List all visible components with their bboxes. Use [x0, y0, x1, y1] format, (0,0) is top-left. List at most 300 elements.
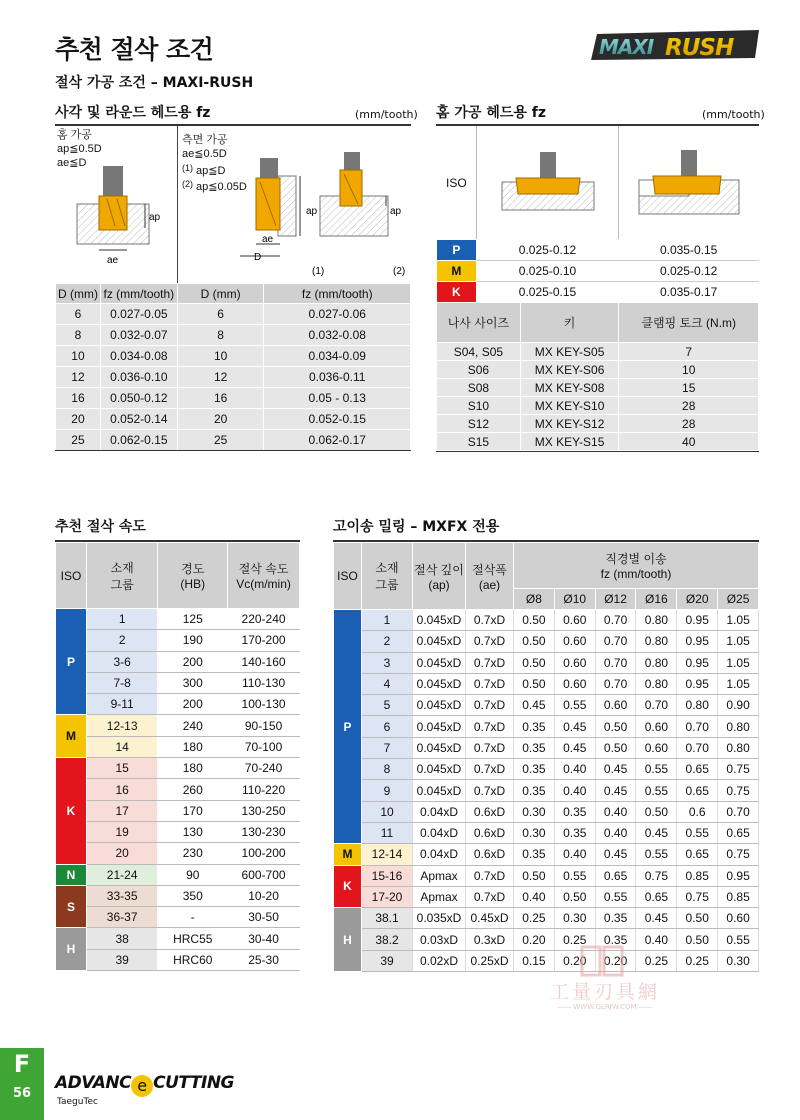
maxirush-logo	[589, 26, 764, 66]
col-header: 키	[520, 303, 619, 343]
table-cell: 0.45	[595, 844, 636, 865]
table-cell: 0.40	[554, 780, 595, 801]
table-cell: 6	[362, 716, 413, 737]
table-cell: 0.35	[595, 929, 636, 950]
table-cell: 7	[619, 343, 759, 361]
svg-text:(2): (2)	[393, 266, 406, 277]
table-cell: 0.55	[677, 822, 718, 843]
table-cell: 0.70	[718, 801, 759, 822]
table-cell: 30-40	[228, 928, 300, 949]
table-cell: 0.50	[595, 737, 636, 758]
table-cell: 240	[158, 715, 228, 736]
table-cell: 90	[158, 864, 228, 885]
groove-milling-diagram: 홈 가공 ap≦0.5D ae≦D ap ae	[57, 129, 161, 266]
table-row	[437, 343, 759, 361]
table-cell: 0.045xD	[413, 695, 466, 716]
table-cell: 16	[86, 779, 158, 800]
table-cell: 0.7xD	[466, 673, 514, 694]
svg-text:RUSH: RUSH	[665, 35, 734, 61]
table-cell: 0.90	[718, 695, 759, 716]
table-row	[56, 907, 300, 928]
brand-e-icon: e	[131, 1075, 153, 1097]
table-cell: 30-50	[228, 907, 300, 928]
table-cell: 0.30	[554, 908, 595, 929]
table-cell: 0.034-0.08	[100, 346, 177, 367]
iso-badge: P	[56, 609, 87, 715]
table-row	[334, 716, 759, 737]
table-cell: 0.027-0.06	[264, 304, 411, 325]
table-cell: 70-100	[228, 736, 300, 757]
table-row	[334, 801, 759, 822]
table-cell: 170-200	[228, 630, 300, 651]
col-header: 소재 그룹	[86, 543, 158, 609]
table-cell: 180	[158, 758, 228, 779]
table-cell: 14	[86, 736, 158, 757]
table-cell: 11	[362, 822, 413, 843]
table-cell: 0.40	[595, 801, 636, 822]
table-cell: 3-6	[86, 651, 158, 672]
table-row	[56, 630, 300, 651]
table-cell: 9-11	[86, 694, 158, 715]
diameter-header: Ø25	[718, 589, 759, 610]
table-row	[56, 651, 300, 672]
table-row	[334, 759, 759, 780]
table-cell: 230	[158, 843, 228, 864]
table-cell: 0.75	[677, 886, 718, 907]
groove-unit: (mm/tooth)	[702, 108, 765, 121]
table-cell: 0.80	[718, 737, 759, 758]
clamping-torque-table	[436, 302, 759, 451]
table-row	[56, 672, 300, 693]
table-cell: 21-24	[86, 864, 158, 885]
table-cell: S04, S05	[437, 343, 521, 361]
table-cell: 0.035-0.15	[619, 240, 759, 261]
table-cell: 0.15	[514, 950, 555, 971]
table-cell: 38.2	[362, 929, 413, 950]
col-header: 절삭 깊이 (ap)	[413, 543, 466, 610]
iso-badge: M	[437, 261, 477, 282]
table-cell: 0.70	[595, 652, 636, 673]
table-cell: 0.02xD	[413, 950, 466, 971]
table-cell: 70-240	[228, 758, 300, 779]
groove-diagram-a	[476, 127, 619, 240]
table-cell: 8	[56, 325, 101, 346]
table-cell: 0.25	[636, 950, 677, 971]
svg-text:MAXI: MAXI	[599, 35, 654, 59]
table-cell: 0.045xD	[413, 652, 466, 673]
table-cell: 0.035-0.17	[619, 282, 759, 303]
table-cell: 0.034-0.09	[264, 346, 411, 367]
square-round-fz-table	[55, 283, 411, 451]
table-cell: 10-20	[228, 885, 300, 906]
table-row	[56, 430, 411, 451]
table-cell: 0.50	[636, 801, 677, 822]
table-cell: 20	[177, 409, 264, 430]
table-row	[437, 433, 759, 451]
table-cell: 0.50	[514, 610, 555, 631]
table-cell: 0.062-0.17	[264, 430, 411, 451]
table-row	[56, 346, 411, 367]
table-cell: 17	[86, 800, 158, 821]
page-tab	[0, 1048, 44, 1120]
table-row	[56, 388, 411, 409]
svg-text:ap: ap	[390, 206, 402, 217]
page-subtitle: 절삭 가공 조건 – MAXI-RUSH	[55, 75, 254, 91]
table-cell: 12	[56, 367, 101, 388]
table-cell: 15-16	[362, 865, 413, 886]
table-cell: 20	[56, 409, 101, 430]
table-cell: HRC55	[158, 928, 228, 949]
hfm-title: 고이송 밀링 – MXFX 전용	[333, 519, 500, 535]
table-cell: 0.60	[636, 737, 677, 758]
iso-badge: M	[56, 715, 87, 758]
table-cell: 125	[158, 609, 228, 630]
table-cell: 0.052-0.14	[100, 409, 177, 430]
table-row	[56, 736, 300, 757]
diameter-header: Ø16	[636, 589, 677, 610]
table-bottom-rule	[436, 451, 759, 452]
table-cell: 39	[362, 950, 413, 971]
table-cell: 0.55	[636, 759, 677, 780]
table-cell: 0.35	[514, 737, 555, 758]
iso-badge: H	[56, 928, 87, 971]
table-row	[334, 673, 759, 694]
table-cell: 33-35	[86, 885, 158, 906]
table-cell: 0.95	[677, 631, 718, 652]
col-header: 절삭 속도 Vc(m/min)	[228, 543, 300, 609]
table-cell: 28	[619, 415, 759, 433]
table-cell: 36-37	[86, 907, 158, 928]
table-cell: 0.045xD	[413, 737, 466, 758]
table-cell: 0.60	[554, 652, 595, 673]
table-cell: MX KEY-S06	[520, 361, 619, 379]
table-row	[56, 949, 300, 970]
table-cell: 0.95	[677, 652, 718, 673]
table-cell: 0.025-0.10	[476, 261, 619, 282]
svg-text:ae: ae	[107, 255, 119, 266]
table-cell: 16	[56, 388, 101, 409]
table-cell: 0.80	[677, 695, 718, 716]
table-cell: 0.35	[595, 908, 636, 929]
table-cell: 0.050-0.12	[100, 388, 177, 409]
col-header: D (mm)	[56, 284, 101, 304]
table-cell: 0.80	[718, 716, 759, 737]
table-row	[437, 261, 759, 282]
table-cell: 0.025-0.15	[476, 282, 619, 303]
table-cell: 38	[86, 928, 158, 949]
table-row	[437, 379, 759, 397]
table-cell: 0.7xD	[466, 652, 514, 673]
table-cell: 180	[158, 736, 228, 757]
table-cell: 1.05	[718, 652, 759, 673]
table-cell: 25	[177, 430, 264, 451]
page-number: 56	[12, 1086, 32, 1101]
table-cell: 0.75	[718, 780, 759, 801]
table-cell: 0.70	[595, 631, 636, 652]
table-row	[334, 886, 759, 907]
table-row	[56, 821, 300, 842]
table-cell: S08	[437, 379, 521, 397]
table-cell: S10	[437, 397, 521, 415]
groove-fz-table	[436, 126, 759, 303]
table-row	[334, 780, 759, 801]
iso-badge: P	[437, 240, 477, 261]
table-cell: 110-220	[228, 779, 300, 800]
table-cell: 0.30	[514, 822, 555, 843]
table-row	[437, 361, 759, 379]
table-cell: 0.75	[718, 759, 759, 780]
table-row	[56, 758, 300, 779]
table-cell: 0.35	[554, 822, 595, 843]
table-row	[334, 631, 759, 652]
table-cell: 0.25	[677, 950, 718, 971]
table-cell: 0.032-0.08	[264, 325, 411, 346]
table-cell: 12-14	[362, 844, 413, 865]
table-cell: 0.40	[514, 886, 555, 907]
table-cell: 0.60	[554, 631, 595, 652]
brand-logo: ADVANC e CUTTING TaeguTec	[55, 1073, 235, 1107]
table-cell: 7-8	[86, 672, 158, 693]
table-cell: 0.55	[554, 865, 595, 886]
table-cell: 0.80	[636, 631, 677, 652]
table-row	[56, 325, 411, 346]
diagram-divider	[177, 126, 178, 283]
iso-badge: P	[334, 610, 362, 844]
table-cell: 600-700	[228, 864, 300, 885]
square-round-unit: (mm/tooth)	[355, 108, 418, 121]
table-cell: 0.7xD	[466, 716, 514, 737]
table-cell: 0.95	[677, 610, 718, 631]
table-row	[437, 397, 759, 415]
table-cell: 0.45	[554, 737, 595, 758]
table-row	[334, 844, 759, 865]
table-cell: 0.55	[554, 695, 595, 716]
table-cell: 0.50	[677, 929, 718, 950]
table-cell: 0.65	[595, 865, 636, 886]
svg-text:ap: ap	[149, 212, 161, 223]
table-row	[56, 694, 300, 715]
groove-title: 홈 가공 헤드용 fz	[436, 105, 547, 121]
table-cell: 200	[158, 694, 228, 715]
table-cell: 0.40	[595, 822, 636, 843]
col-header: D (mm)	[177, 284, 264, 304]
table-cell: 40	[619, 433, 759, 451]
table-cell: 0.35	[514, 716, 555, 737]
table-cell: 0.6xD	[466, 822, 514, 843]
table-cell: 0.70	[677, 716, 718, 737]
table-cell: S12	[437, 415, 521, 433]
iso-badge: S	[56, 885, 87, 928]
table-cell: 0.045xD	[413, 631, 466, 652]
table-cell: 0.025-0.12	[619, 261, 759, 282]
table-cell: 0.036-0.10	[100, 367, 177, 388]
table-cell: 100-200	[228, 843, 300, 864]
table-cell: 8	[177, 325, 264, 346]
table-cell: 12	[177, 367, 264, 388]
table-cell: 1.05	[718, 631, 759, 652]
table-cell: 0.7xD	[466, 886, 514, 907]
table-cell: 0.85	[677, 865, 718, 886]
table-cell: 16	[177, 388, 264, 409]
table-cell: 1	[362, 610, 413, 631]
table-cell: MX KEY-S12	[520, 415, 619, 433]
table-cell: 0.30	[514, 801, 555, 822]
table-cell: 0.55	[718, 929, 759, 950]
table-cell: 1.05	[718, 610, 759, 631]
table-cell: 15	[619, 379, 759, 397]
table-cell: 0.55	[636, 780, 677, 801]
table-cell: 0.60	[718, 908, 759, 929]
iso-badge: K	[334, 865, 362, 908]
table-cell: 0.40	[554, 759, 595, 780]
table-row	[334, 822, 759, 843]
table-cell: 0.55	[595, 886, 636, 907]
table-cell: 25-30	[228, 949, 300, 970]
table-cell: 0.30	[718, 950, 759, 971]
table-cell: 0.95	[677, 673, 718, 694]
table-cell: 2	[362, 631, 413, 652]
iso-badge: H	[334, 908, 362, 972]
table-cell: 130	[158, 821, 228, 842]
table-cell: 6	[56, 304, 101, 325]
table-cell: 0.027-0.05	[100, 304, 177, 325]
diameter-header: Ø10	[554, 589, 595, 610]
table-cell: 0.60	[554, 673, 595, 694]
high-feed-milling-table	[333, 542, 759, 972]
table-cell: 1.05	[718, 673, 759, 694]
table-cell: 0.45	[514, 695, 555, 716]
table-cell: 0.95	[718, 865, 759, 886]
table-cell: 0.50	[514, 865, 555, 886]
table-row	[56, 779, 300, 800]
table-cell: 12-13	[86, 715, 158, 736]
table-row	[56, 409, 411, 430]
table-cell: 0.65	[677, 759, 718, 780]
table-cell: 0.7xD	[466, 865, 514, 886]
table-cell: Apmax	[413, 865, 466, 886]
table-cell: 110-130	[228, 672, 300, 693]
table-cell: 0.6xD	[466, 844, 514, 865]
table-cell: 10	[56, 346, 101, 367]
table-cell: 0.70	[595, 610, 636, 631]
table-row	[56, 715, 300, 736]
table-row	[56, 367, 411, 388]
table-cell: 0.05 - 0.13	[264, 388, 411, 409]
side-milling-diagram: 측면 가공 ae≦0.5D (1) ap≦D (2) ap≦0.05D ap ae D (1) ap (2)	[182, 134, 406, 277]
table-cell: 0.80	[636, 673, 677, 694]
table-cell: 0.045xD	[413, 610, 466, 631]
table-cell: 200	[158, 651, 228, 672]
table-cell: 20	[86, 843, 158, 864]
table-cell: 8	[362, 759, 413, 780]
table-cell: 0.032-0.07	[100, 325, 177, 346]
table-row	[334, 695, 759, 716]
table-row	[56, 609, 300, 630]
col-header: 경도 (HB)	[158, 543, 228, 609]
col-header: fz (mm/tooth)	[264, 284, 411, 304]
groove-diagram-b	[619, 127, 759, 240]
table-cell: Apmax	[413, 886, 466, 907]
table-cell: 0.25	[554, 929, 595, 950]
iso-badge: K	[56, 758, 87, 864]
watermark-logo-icon	[580, 945, 624, 977]
col-header: 소재 그룹	[362, 543, 413, 610]
table-cell: 130-250	[228, 800, 300, 821]
svg-text:(1): (1)	[312, 266, 325, 277]
table-cell: 0.45	[636, 822, 677, 843]
table-cell: 0.65	[718, 822, 759, 843]
col-header: 절삭폭 (ae)	[466, 543, 514, 610]
table-cell: 0.03xD	[413, 929, 466, 950]
table-cell: MX KEY-S08	[520, 379, 619, 397]
svg-text:ae: ae	[262, 234, 274, 245]
table-cell: 0.40	[554, 844, 595, 865]
table-cell: 0.45	[595, 759, 636, 780]
table-row	[56, 843, 300, 864]
table-cell: 0.062-0.15	[100, 430, 177, 451]
diameter-header: Ø12	[595, 589, 636, 610]
table-cell: 38.1	[362, 908, 413, 929]
table-cell: 0.50	[514, 652, 555, 673]
iso-badge: K	[437, 282, 477, 303]
table-cell: 0.7xD	[466, 780, 514, 801]
table-cell: 0.65	[677, 844, 718, 865]
table-row	[334, 652, 759, 673]
table-cell: 0.50	[514, 673, 555, 694]
square-round-title: 사각 및 라운드 헤드용 fz	[55, 105, 211, 121]
col-header: 직경별 이송 fz (mm/tooth)	[514, 543, 759, 589]
table-row	[56, 885, 300, 906]
table-cell: 10	[177, 346, 264, 367]
table-cell: 0.7xD	[466, 610, 514, 631]
table-cell: 0.35	[514, 844, 555, 865]
table-row	[334, 908, 759, 929]
table-cell: 3	[362, 652, 413, 673]
table-cell: 0.3xD	[466, 929, 514, 950]
table-cell: -	[158, 907, 228, 928]
table-cell: 300	[158, 672, 228, 693]
speed-title: 추천 절삭 속도	[55, 519, 146, 535]
diameter-header: Ø20	[677, 589, 718, 610]
table-row	[437, 415, 759, 433]
table-cell: 350	[158, 885, 228, 906]
table-cell: 0.45xD	[466, 908, 514, 929]
table-cell: 10	[619, 361, 759, 379]
table-cell: 0.45	[554, 716, 595, 737]
table-row	[437, 282, 759, 303]
table-cell: 10	[362, 801, 413, 822]
table-cell: 0.60	[595, 695, 636, 716]
table-row	[56, 800, 300, 821]
svg-text:ap: ap	[306, 206, 318, 217]
table-cell: 15	[86, 758, 158, 779]
table-cell: 130-230	[228, 821, 300, 842]
svg-text:D: D	[254, 252, 262, 263]
table-cell: 0.7xD	[466, 737, 514, 758]
brand-sub: TaeguTec	[57, 1097, 98, 1107]
table-cell: 0.20	[514, 929, 555, 950]
table-row	[334, 865, 759, 886]
table-cell: 0.7xD	[466, 695, 514, 716]
table-cell: 0.7xD	[466, 759, 514, 780]
page-section-letter: F	[13, 1050, 31, 1078]
table-row	[334, 610, 759, 631]
table-bottom-rule	[55, 450, 411, 451]
table-cell: 0.20	[595, 950, 636, 971]
table-cell: MX KEY-S05	[520, 343, 619, 361]
table-cell: 0.60	[636, 716, 677, 737]
table-cell: 90-150	[228, 715, 300, 736]
